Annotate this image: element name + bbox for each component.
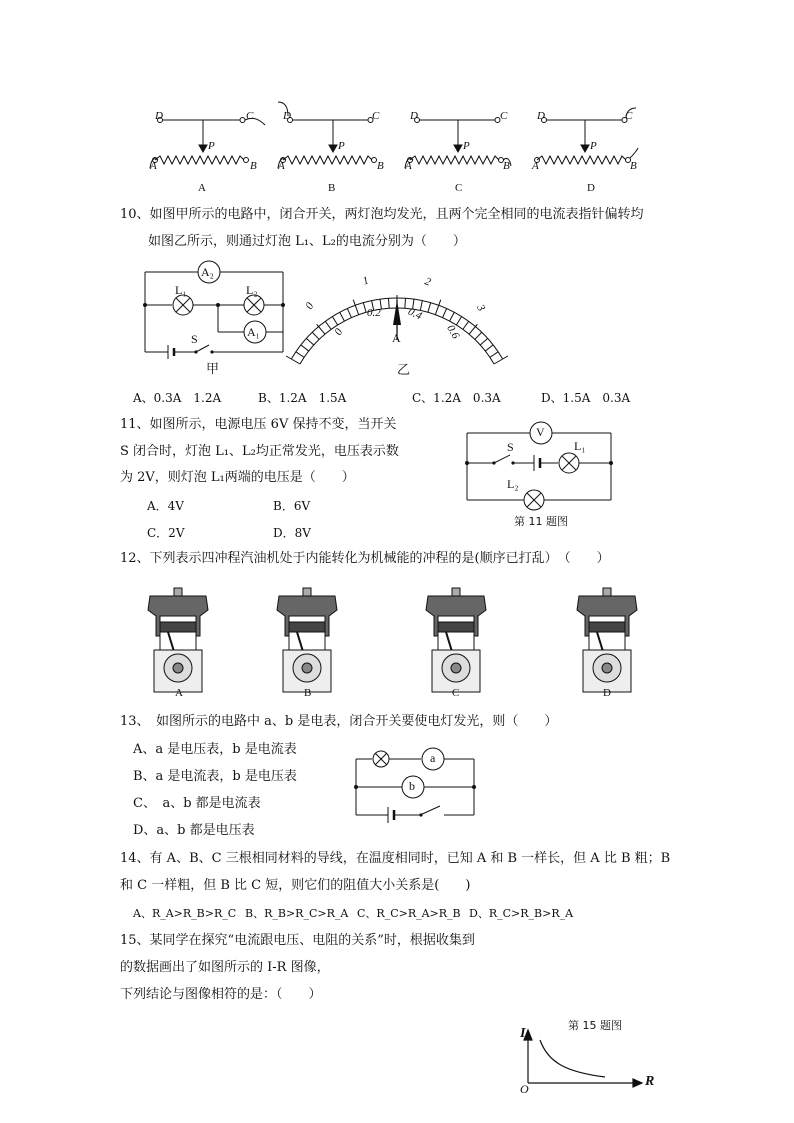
q15-axis-r-label: R: [645, 1074, 655, 1089]
q12-option-b: B: [304, 687, 312, 699]
q9-option-d: D: [587, 182, 595, 194]
q13-option-d: D、a、b 都是电压表: [133, 823, 255, 838]
q11-stem-line3: 为 2V，则灯泡 L₁两端的电压是（ ）: [120, 470, 355, 485]
q14-option-b: B、R_B>R_C>R_A: [245, 907, 349, 920]
terminal-d-c: D: [410, 110, 418, 122]
dial-top-3: 3: [474, 302, 488, 314]
terminal-d-b: D: [283, 110, 291, 122]
q10-option-b: B、1.2A 1.5A: [258, 391, 347, 405]
q14-stem-line2: 和 C 一样粗，但 B 比 C 短，则它们的阻值大小关系是( ): [120, 878, 471, 893]
dial-bottom-0.6: 0.6: [444, 323, 462, 341]
voltmeter-v-label: V: [536, 425, 545, 439]
dial-top-2: 2: [423, 275, 433, 289]
terminal-b-c: B: [503, 160, 510, 172]
q10-option-c: C、1.2A 0.3A: [412, 391, 501, 405]
q11-option-c: C．2V: [147, 526, 185, 540]
q11-option-d: D．8V: [273, 526, 311, 540]
q13-option-c: C、 a、b 都是电流表: [133, 796, 261, 811]
terminal-a-c: A: [405, 160, 412, 172]
ammeter-a2-label: A₂: [201, 265, 214, 279]
q13-meter-b-label: b: [409, 779, 415, 793]
terminal-a-b: A: [278, 160, 285, 172]
q12-option-d: D: [603, 687, 611, 699]
dial-top-0: 0: [303, 300, 317, 312]
q13-meter-a-label: a: [430, 751, 436, 765]
switch-s-label: S: [191, 332, 198, 346]
q15-stem-line1: 15、某同学在探究“电流跟电压、电阻的关系”时，根据收集到: [120, 933, 475, 948]
q10-stem-line2: 如图乙所示，则通过灯泡 L₁、L₂的电流分别为（ ）: [148, 234, 466, 249]
q10-option-a: A、0.3A 1.2A: [133, 391, 222, 405]
q11-stem-line1: 11、如图所示，电源电压 6V 保持不变，当开关: [120, 417, 397, 432]
terminal-c-b: C: [372, 110, 380, 122]
dial-bottom-0.4: 0.4: [406, 305, 424, 323]
terminal-a-a: A: [150, 160, 157, 172]
q12-option-c: C: [452, 687, 460, 699]
q9-option-c: C: [455, 182, 463, 194]
dial-bottom-zero: 0: [332, 326, 346, 338]
q14-option-a: A、R_A>R_B>R_C: [133, 907, 237, 920]
terminal-c-a: C: [246, 110, 254, 122]
q9-option-b: B: [328, 182, 336, 194]
terminal-p-d: P: [590, 140, 597, 152]
q14-option-d: D、R_C>R_B>R_A: [469, 907, 574, 920]
q13-option-b: B、a 是电流表，b 是电压表: [133, 769, 297, 784]
terminal-p-b: P: [338, 140, 345, 152]
terminal-d-a: D: [155, 110, 163, 122]
q10-stem-line1: 10、如图甲所示的电路中，闭合开关，两灯泡均发光，且两个完全相同的电流表指针偏转均: [120, 207, 644, 222]
q15-axis-i-label: I: [520, 1026, 526, 1041]
q9-option-a: A: [198, 182, 206, 194]
q13-stem: 13、 如图所示的电路中 a、b 是电表，闭合开关要使电灯发光，则（ ）: [120, 714, 558, 729]
q10-option-d: D、1.5A 0.3A: [541, 391, 631, 405]
dial-bottom-0.2: 0.2: [367, 307, 381, 319]
q12-option-a: A: [175, 687, 183, 699]
terminal-p-a: P: [208, 140, 215, 152]
terminal-d-d: D: [537, 110, 545, 122]
q11-option-a: A．4V: [147, 499, 184, 513]
terminal-b-d: B: [630, 160, 637, 172]
terminal-c-d: C: [625, 110, 633, 122]
terminal-b-b: B: [377, 160, 384, 172]
q15-figure-caption: 第 15 题图: [568, 1019, 622, 1032]
terminal-p-c: P: [463, 140, 470, 152]
figure-yi-caption: 乙: [397, 363, 411, 378]
q15-stem-line3: 下列结论与图像相符的是：（ ）: [120, 987, 322, 1002]
q15-stem-line2: 的数据画出了如图所示的 I-R 图像，: [120, 960, 330, 975]
dial-top-1: 1: [361, 274, 371, 288]
q12-stem: 12、下列表示四冲程汽油机处于内能转化为机械能的冲程的是(顺序已打乱） （ ）: [120, 551, 610, 566]
q11-figure-caption: 第 11 题图: [514, 515, 568, 528]
ammeter-a1-label: A₁: [247, 325, 260, 339]
q14-option-c: C、R_C>R_A>R_B: [357, 907, 461, 920]
terminal-b-a: B: [250, 160, 257, 172]
q14-stem-line1: 14、有 A、B、C 三根相同材料的导线，在温度相同时，已知 A 和 B 一样长，但 A 比 B 粗；B: [120, 851, 671, 866]
q11-switch-s-label: S: [507, 440, 514, 454]
lamp-l2-label: L₂: [246, 283, 258, 297]
q15-origin-label: O: [520, 1082, 529, 1096]
q11-lamp-l2-label: L₂: [507, 477, 519, 491]
lamp-l1-label: L₁: [175, 283, 187, 297]
dial-needle-label: A: [392, 331, 401, 345]
q11-lamp-l1-label: L₁: [574, 439, 586, 453]
terminal-a-d: A: [532, 160, 539, 172]
q13-option-a: A、a 是电压表，b 是电流表: [133, 742, 297, 757]
figure-jia-caption: 甲: [206, 362, 220, 377]
q11-option-b: B．6V: [273, 499, 311, 513]
q11-stem-line2: S 闭合时，灯泡 L₁、L₂均正常发光，电压表示数: [120, 444, 399, 459]
terminal-c-c: C: [500, 110, 508, 122]
